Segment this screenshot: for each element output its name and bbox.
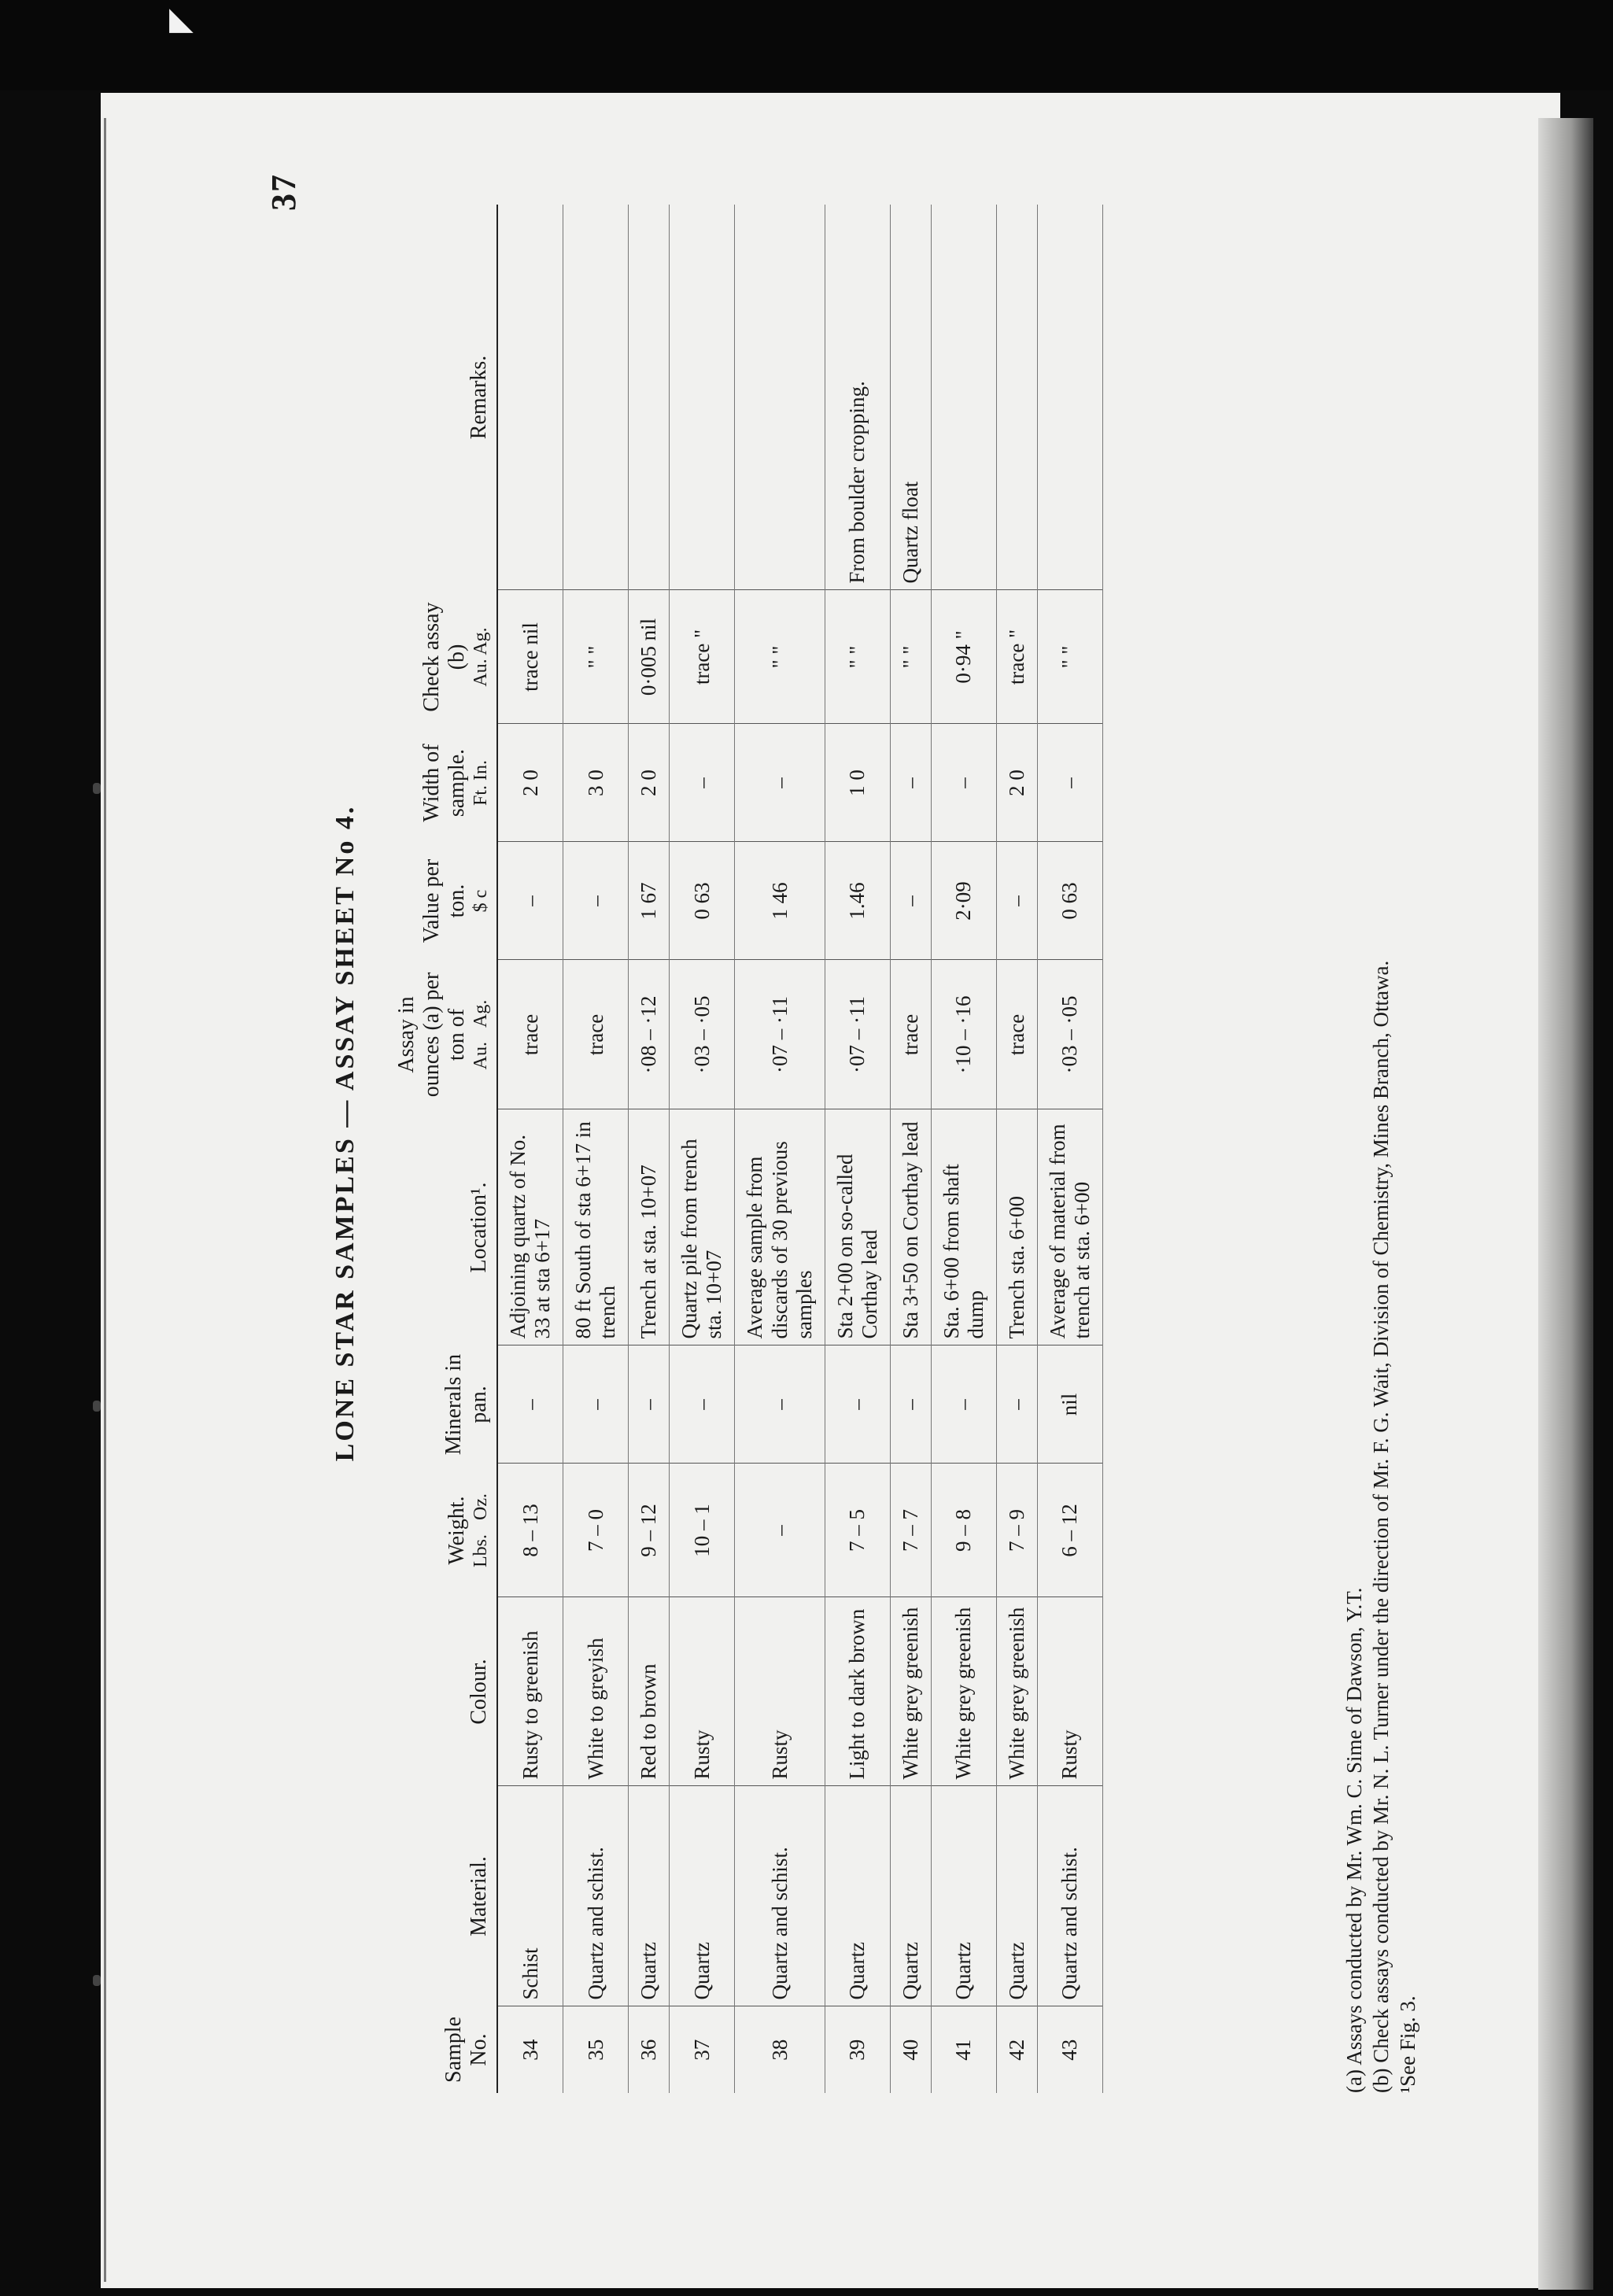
table-row [825, 205, 890, 2093]
footnotes [1342, 961, 1421, 2093]
cell-remarks [629, 205, 670, 590]
cell-width: – [735, 724, 825, 842]
header-assay-au: Au. [470, 1042, 491, 1070]
cell-colour: White grey greenish [890, 1597, 931, 1786]
cell-material: Quartz and schist. [735, 1786, 825, 2006]
cell-assay: trace [563, 960, 629, 1109]
cell-value: – [497, 842, 563, 960]
cell-weight: 7 – 0 [563, 1464, 629, 1597]
cell-weight: 10 – 1 [670, 1464, 735, 1597]
cell-value: – [996, 842, 1037, 960]
header-remarks: Remarks. [389, 205, 497, 590]
cell-sample-no: 43 [1037, 2006, 1102, 2093]
cell-remarks [563, 205, 629, 590]
header-location: Location¹. [389, 1109, 497, 1345]
footnote-a: (a) Assays conducted by Mr. Wm. C. Sime of Dawson, Y.T. [1342, 1587, 1366, 2093]
cell-weight: 7 – 9 [996, 1464, 1037, 1597]
header-weight-units [471, 1468, 493, 1593]
cell-remarks [735, 205, 825, 590]
cell-minerals: – [931, 1345, 996, 1464]
cell-location: 80 ft South of sta 6+17 in trench [563, 1109, 629, 1345]
cell-location: Trench at sta. 10+07 [629, 1109, 670, 1345]
cell-remarks [996, 205, 1037, 590]
header-weight-label: Weight. [445, 1496, 470, 1565]
cell-check: trace nil [497, 590, 563, 724]
header-minerals: Minerals in pan. [389, 1345, 497, 1464]
cell-material: Quartz [890, 1786, 931, 2006]
cell-assay: trace [996, 960, 1037, 1109]
table-header-row [389, 205, 497, 2093]
cell-assay: ·03 – ·05 [1037, 960, 1102, 1109]
cell-assay: ·07 – ·11 [735, 960, 825, 1109]
footnote-b: (b) Check assays conducted by Mr. N. L. Turner under the direction of Mr. F. G. Wait, Division of Chemistry, Mines Branch, Ottawa. [1368, 960, 1393, 2093]
cell-sample-no: 36 [629, 2006, 670, 2093]
header-width-units: Ft. In. [470, 760, 491, 807]
cell-check: " " [825, 590, 890, 724]
cell-check: " " [563, 590, 629, 724]
cell-assay: ·07 – ·11 [825, 960, 890, 1109]
cell-width: – [890, 724, 931, 842]
cell-check: 0·94 " [931, 590, 996, 724]
cell-sample-no: 38 [735, 2006, 825, 2093]
cell-colour: White grey greenish [996, 1597, 1037, 1786]
header-value-units: $ c [470, 889, 491, 913]
table-row [629, 205, 670, 2093]
scan-background-top [0, 0, 1613, 90]
cell-weight: 8 – 13 [497, 1464, 563, 1597]
cell-value: 1 67 [629, 842, 670, 960]
page-title: LONE STAR SAMPLES — ASSAY SHEET No 4. [330, 804, 360, 1462]
cell-width: – [931, 724, 996, 842]
cell-value: 2·09 [931, 842, 996, 960]
cell-sample-no: 39 [825, 2006, 890, 2093]
cell-colour: Red to brown [629, 1597, 670, 1786]
cell-material: Schist [497, 1786, 563, 2006]
cell-colour: Rusty [1037, 1597, 1102, 1786]
cell-colour: Light to dark brown [825, 1597, 890, 1786]
table-row [1037, 205, 1102, 2093]
cell-weight: 9 – 12 [629, 1464, 670, 1597]
cell-assay: ·03 – ·05 [670, 960, 735, 1109]
page-edge-shadow [1538, 118, 1593, 2290]
cell-check: " " [735, 590, 825, 724]
cell-material: Quartz and schist. [1037, 1786, 1102, 2006]
cell-sample-no: 41 [931, 2006, 996, 2093]
header-colour: Colour. [389, 1597, 497, 1786]
header-weight-lbs: Lbs. [470, 1534, 491, 1567]
table-row [670, 205, 735, 2093]
cell-minerals: – [890, 1345, 931, 1464]
header-check-label: Check assay (b) [419, 602, 470, 712]
cell-weight: – [735, 1464, 825, 1597]
cell-value: 1 46 [735, 842, 825, 960]
cell-material: Quartz [629, 1786, 670, 2006]
cell-check: 0·005 nil [629, 590, 670, 724]
cell-assay: ·10 – ·16 [931, 960, 996, 1109]
cell-check: trace " [996, 590, 1037, 724]
cell-weight: 7 – 7 [890, 1464, 931, 1597]
cell-width: 2 0 [497, 724, 563, 842]
header-assay-label: Assay in ounces (a) per ton of [394, 972, 470, 1098]
cell-minerals: – [629, 1345, 670, 1464]
footnote-fig: ¹See Fig. 3. [1395, 1995, 1419, 2093]
cell-location: Average of material from trench at sta. 6+00 [1037, 1109, 1102, 1345]
cell-value: 0 63 [670, 842, 735, 960]
cell-material: Quartz [931, 1786, 996, 2006]
header-value [389, 842, 497, 960]
header-check [389, 590, 497, 724]
cell-location: Sta 2+00 on so-called Corthay lead [825, 1109, 890, 1345]
cell-minerals: – [825, 1345, 890, 1464]
assay-table [389, 205, 1103, 2093]
header-assay [389, 960, 497, 1109]
cell-colour: Rusty [735, 1597, 825, 1786]
cell-value: – [563, 842, 629, 960]
cell-minerals: – [735, 1345, 825, 1464]
table-row [497, 205, 563, 2093]
page-fold-line [104, 118, 106, 2282]
cell-location: Quartz pile from trench sta. 10+07 [670, 1109, 735, 1345]
cell-colour: White to greyish [563, 1597, 629, 1786]
rotated-page-content [256, 142, 1452, 2124]
header-width [389, 724, 497, 842]
cell-assay: ·08 – ·12 [629, 960, 670, 1109]
cell-sample-no: 35 [563, 2006, 629, 2093]
cell-check: trace " [670, 590, 735, 724]
cell-material: Quartz [996, 1786, 1037, 2006]
cell-remarks [497, 205, 563, 590]
cell-width: 1 0 [825, 724, 890, 842]
header-weight-oz: Oz. [470, 1493, 491, 1520]
page-number: 37 [264, 173, 303, 211]
table-row [931, 205, 996, 2093]
cell-location: Average sample from discards of 30 previous samples [735, 1109, 825, 1345]
cell-location: Sta. 6+00 from shaft dump [931, 1109, 996, 1345]
header-material: Material. [389, 1786, 497, 2006]
cell-minerals: – [996, 1345, 1037, 1464]
header-sample-no: Sample No. [389, 2006, 497, 2093]
cell-material: Quartz [825, 1786, 890, 2006]
cell-assay: trace [890, 960, 931, 1109]
table-row [996, 205, 1037, 2093]
cell-width: – [670, 724, 735, 842]
table-row [735, 205, 825, 2093]
header-weight [389, 1464, 497, 1597]
header-assay-units [471, 965, 493, 1105]
cell-location: Adjoining quartz of No. 33 at sta 6+17 [497, 1109, 563, 1345]
cell-check: " " [890, 590, 931, 724]
cell-remarks [931, 205, 996, 590]
cell-assay: trace [497, 960, 563, 1109]
cell-material: Quartz and schist. [563, 1786, 629, 2006]
cell-minerals: – [497, 1345, 563, 1464]
cell-width: – [1037, 724, 1102, 842]
cell-value: – [890, 842, 931, 960]
cell-colour: Rusty to greenish [497, 1597, 563, 1786]
binding-dot [93, 783, 101, 794]
header-value-label: Value per ton. [419, 858, 470, 943]
cell-sample-no: 42 [996, 2006, 1037, 2093]
cell-location: Sta 3+50 on Corthay lead [890, 1109, 931, 1345]
cell-minerals: – [563, 1345, 629, 1464]
cell-location: Trench sta. 6+00 [996, 1109, 1037, 1345]
header-width-label: Width of sample. [419, 744, 470, 822]
cell-remarks [670, 205, 735, 590]
cell-weight: 9 – 8 [931, 1464, 996, 1597]
cell-width: 3 0 [563, 724, 629, 842]
cell-minerals: – [670, 1345, 735, 1464]
header-check-units: Au. Ag. [470, 627, 491, 687]
cell-colour: Rusty [670, 1597, 735, 1786]
cell-remarks [1037, 205, 1102, 590]
cell-sample-no: 40 [890, 2006, 931, 2093]
cell-minerals: nil [1037, 1345, 1102, 1464]
cell-width: 2 0 [996, 724, 1037, 842]
binding-dot [93, 1975, 101, 1986]
table-row [563, 205, 629, 2093]
cell-weight: 7 – 5 [825, 1464, 890, 1597]
cell-material: Quartz [670, 1786, 735, 2006]
cell-sample-no: 34 [497, 2006, 563, 2093]
table-row [890, 205, 931, 2093]
cell-value: 1.46 [825, 842, 890, 960]
cell-check: " " [1037, 590, 1102, 724]
binding-dot [93, 1401, 101, 1412]
cell-remarks: Quartz float [890, 205, 931, 590]
cell-remarks: From boulder cropping. [825, 205, 890, 590]
cell-width: 2 0 [629, 724, 670, 842]
cell-weight: 6 – 12 [1037, 1464, 1102, 1597]
header-assay-ag: Ag. [470, 999, 491, 1028]
cell-sample-no: 37 [670, 2006, 735, 2093]
cell-colour: White grey greenish [931, 1597, 996, 1786]
cell-value: 0 63 [1037, 842, 1102, 960]
scan-artifact-mark: ◣ [169, 1, 194, 36]
